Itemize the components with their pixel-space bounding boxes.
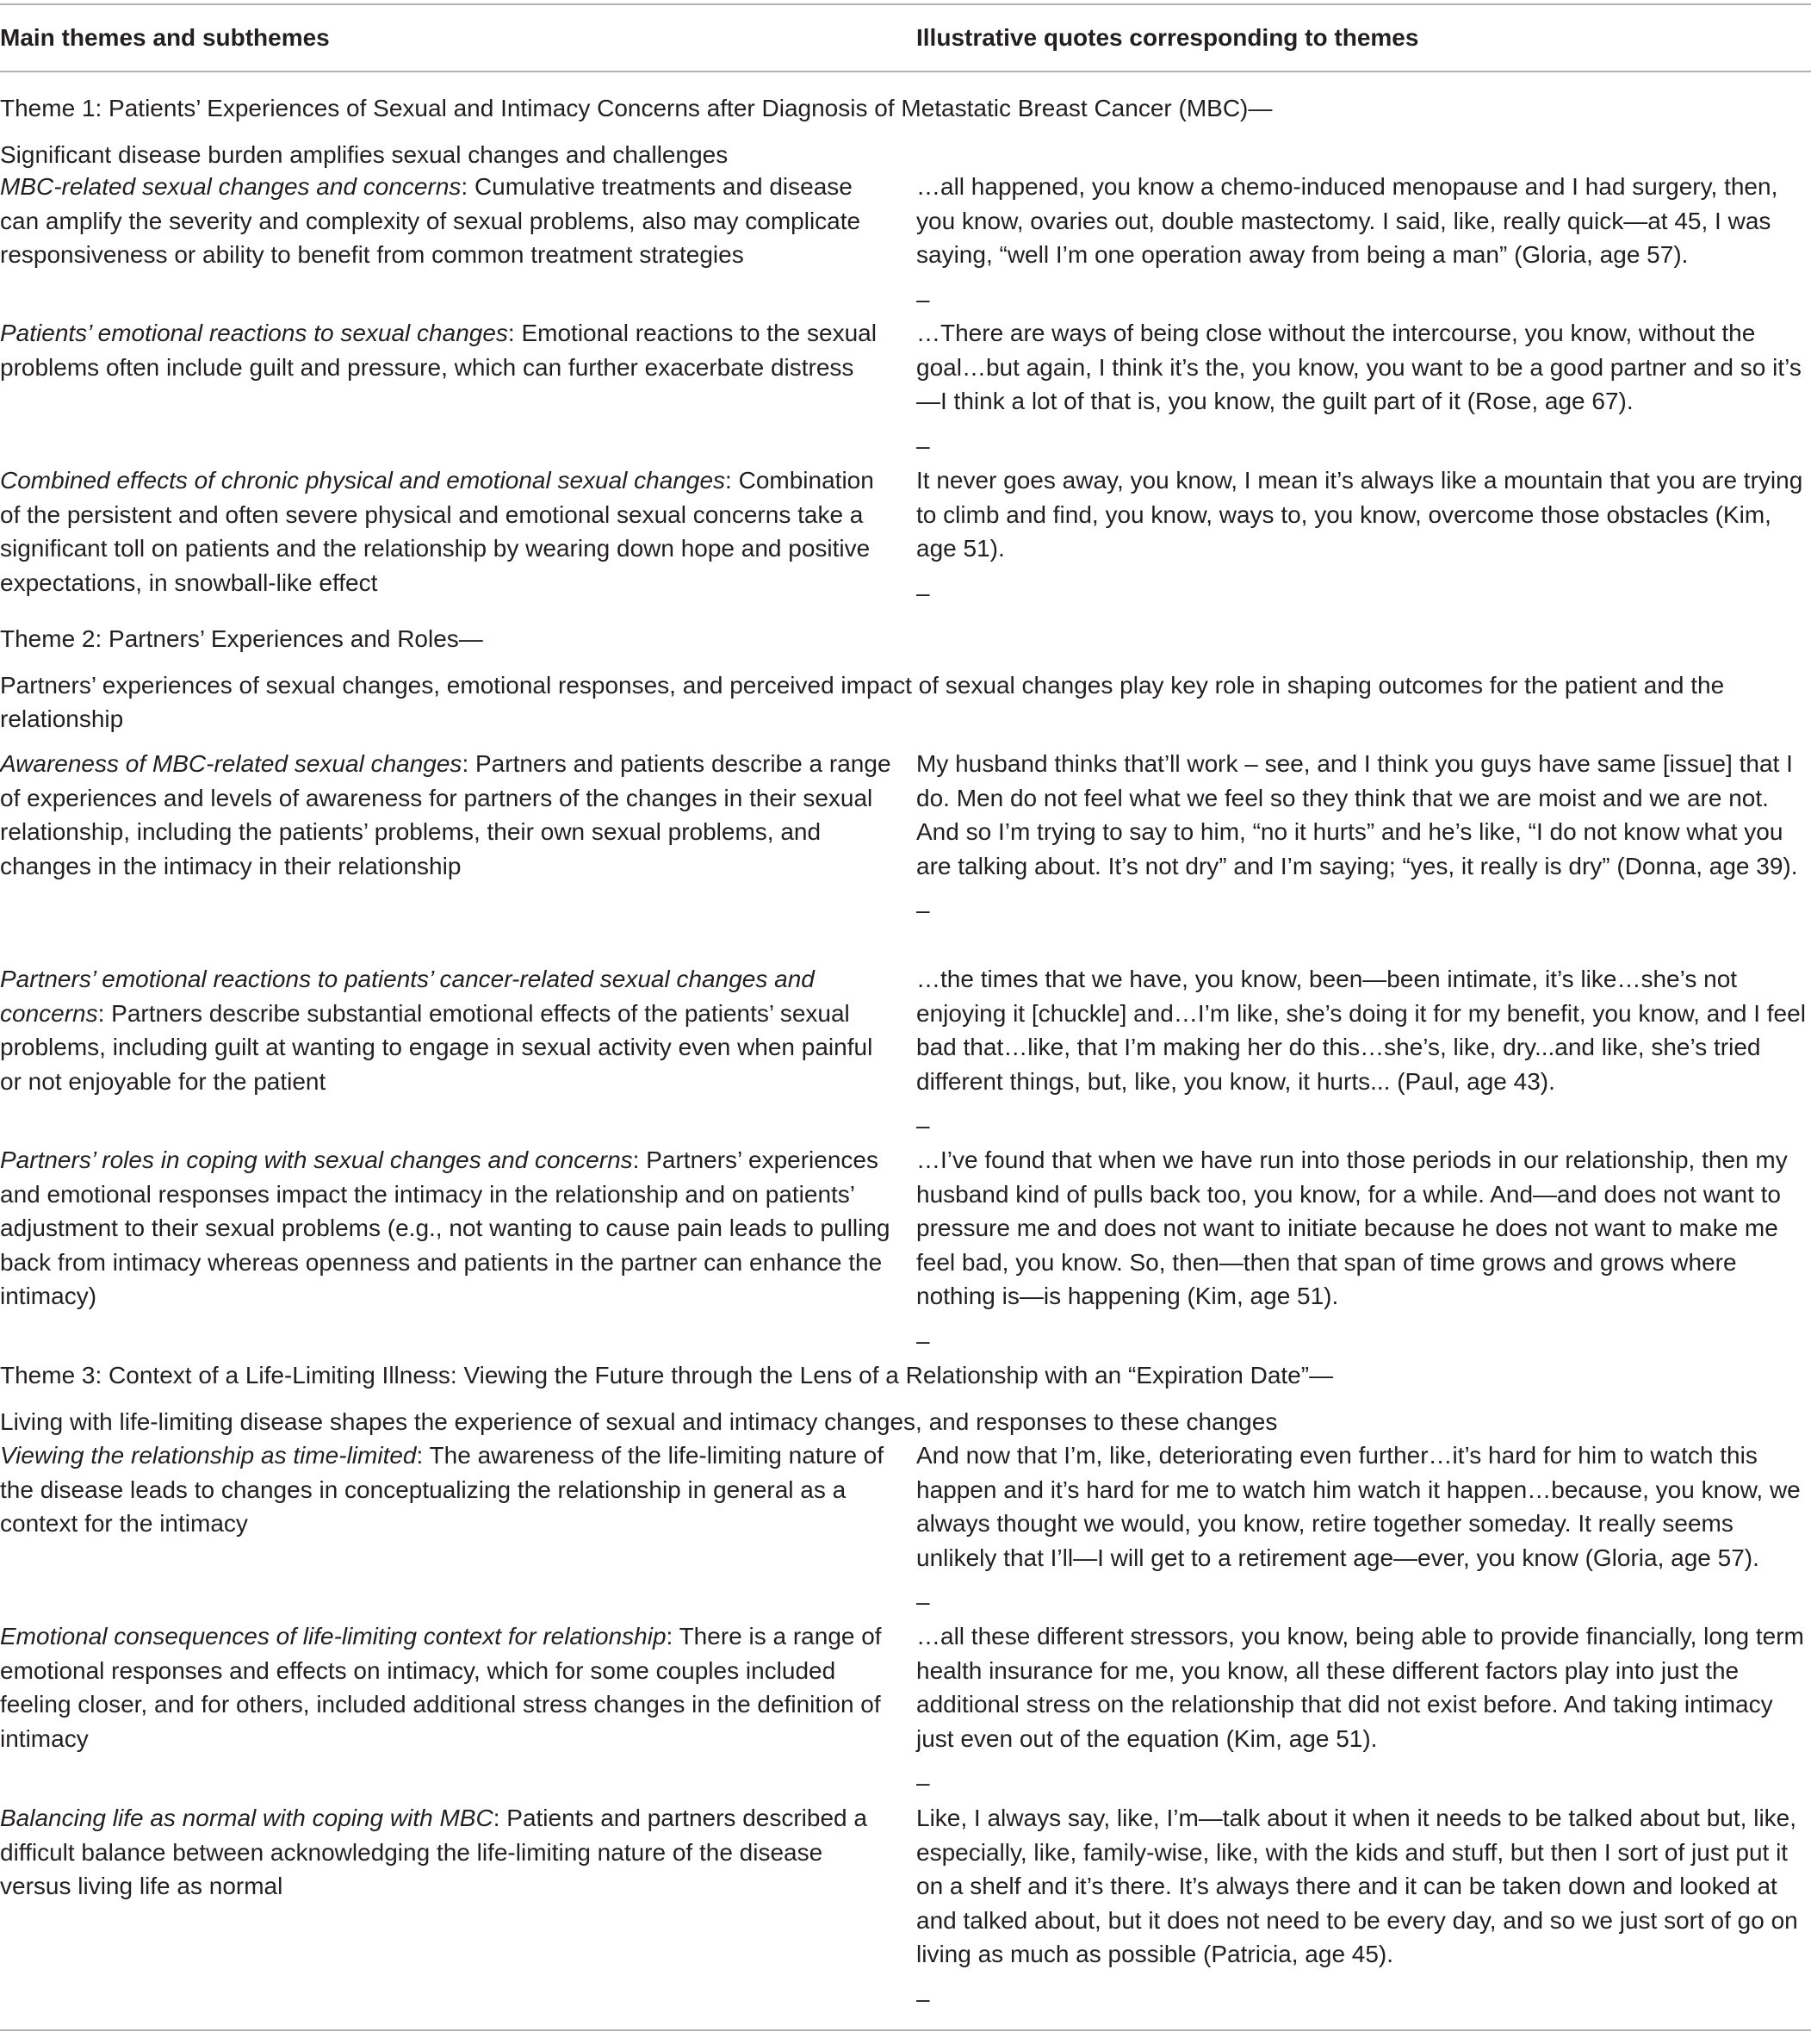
column-header-quotes: Illustrative quotes corresponding to themes xyxy=(916,24,1419,51)
theme-title: Theme 3: Context of a Life-Limiting Illness: Viewing the Future through the Lens of a Relationship with an “Expiration Date”— xyxy=(0,1362,1334,1389)
subtheme-name: Combined effects of chronic physical and emotional sexual changes xyxy=(0,467,726,494)
subtheme xyxy=(0,747,896,883)
subtheme-text: : Partners’ experiences and emotional responses impact the intimacy in the relationship and on patients’ adjustment to their sexual problems (e.g., not wanting to cause pain leads to pulling back from intimacy whereas openness and patients in the partner can enhance the intimacy) xyxy=(0,1146,890,1309)
theme-description: Partners’ experiences of sexual changes, emotional responses, and perceived impact of sexual changes play key role in shaping outcomes for the patient and the relationship xyxy=(0,671,1725,732)
subtheme-text: : Combination of the persistent and often severe physical and emotional sexual concerns take a significant toll on patients and the relationship by wearing down hope and positive expectations, in snowball-like effect xyxy=(0,467,874,596)
theme-heading xyxy=(0,91,1800,171)
subtheme-name: Emotional consequences of life-limiting context for relationship xyxy=(0,1623,667,1649)
quote-dash: – xyxy=(916,897,930,923)
quote-cell xyxy=(916,316,1808,463)
quote-cell xyxy=(916,1438,1808,1618)
theme-description: Living with life-limiting disease shapes the experience of sexual and intimacy changes, and responses to these changes xyxy=(0,1407,1278,1435)
column-header-themes: Main themes and subthemes xyxy=(0,24,330,51)
subtheme xyxy=(0,1143,896,1314)
quote-cell xyxy=(916,1143,1808,1357)
theme-heading xyxy=(0,622,1800,736)
quote-cell xyxy=(916,962,1808,1142)
subtheme-text: : Partners and patients describe a range of experiences and levels of awareness for partners of the changes in their sexual relationship, including the patients’ problems, their own sexual problems, and changes in the intimacy in their relationship xyxy=(0,750,891,879)
quote-dash: – xyxy=(916,1985,930,2012)
quote-text: …There are ways of being close without the intercourse, you know, without the goal…but again, I think it’s the, you know, you want to be a good partner and so it’s—I think a lot of that is, you know, the guilt part of it (Rose, age 67). xyxy=(916,320,1802,414)
quote-dash: – xyxy=(916,579,930,606)
quote-cell xyxy=(916,1619,1808,1799)
subtheme-text: : The awareness of the life-limiting nature of the disease leads to changes in conceptualizing the relationship in general as a context for the intimacy xyxy=(0,1442,884,1537)
theme-heading xyxy=(0,1358,1800,1438)
quote-dash: – xyxy=(916,432,930,459)
subtheme-text: : There is a range of emotional responses and effects on intimacy, which for some couples included feeling closer, and for others, included additional stress changes in the definition of intimacy xyxy=(0,1623,882,1752)
subtheme xyxy=(0,170,896,272)
quote-dash: – xyxy=(916,1588,930,1615)
quote-dash: – xyxy=(916,1769,930,1796)
quote-text: Like, I always say, like, I’m—talk about it when it needs to be talked about but, like, especially, like, family-wise, like, with the kids and stuff, but then I sort of just put it on a shelf and it’s there. It’s always there and it can be taken down and looked at and talked about, but it does not need to be every day, and so we just sort of go on living as much as possible (Patricia, age 45). xyxy=(916,1805,1798,1967)
quote-cell xyxy=(916,463,1808,610)
subtheme-text: : Patients and partners described a difficult balance between acknowledging the life-limiting nature of the disease versus living life as normal xyxy=(0,1805,867,1899)
quote-text: My husband thinks that’ll work – see, and I think you guys have same [issue] that I do. Men do not feel what we feel so they think that we are moist and we are not. And so I’m trying to say to him, “no it hurts” and he’s like, “I do not know what you are talking about. It’s not dry” and I’m saying; “yes, it really is dry” (Donna, age 39). xyxy=(916,750,1798,879)
quote-text: …the times that we have, you know, been—been intimate, it’s like…she’s not enjoying it [chuckle] and…I’m like, she’s doing it for my benefit, you know, and I feel bad that…like, that I’m making her do this…she’s, like, dry...and like, she’s tried different things, but, like, you know, it hurts... (Paul, age 43). xyxy=(916,966,1806,1095)
subtheme xyxy=(0,962,896,1098)
subtheme xyxy=(0,1619,896,1755)
quote-dash: – xyxy=(916,1326,930,1354)
subtheme xyxy=(0,1438,896,1541)
header-rule xyxy=(0,71,1811,72)
quote-cell xyxy=(916,170,1808,316)
subtheme-name: MBC-related sexual changes and concerns xyxy=(0,173,462,200)
subtheme-name: Balancing life as normal with coping with MBC xyxy=(0,1805,493,1831)
subtheme xyxy=(0,316,896,384)
quote-dash: – xyxy=(916,1112,930,1139)
subtheme xyxy=(0,463,896,600)
subtheme-text: : Emotional reactions to the sexual problems often include guilt and pressure, which can further exacerbate distress xyxy=(0,320,877,381)
subtheme-name: Patients’ emotional reactions to sexual changes xyxy=(0,320,508,346)
theme-title: Theme 2: Partners’ Experiences and Roles— xyxy=(0,625,483,652)
quote-dash: – xyxy=(916,285,930,313)
quote-cell xyxy=(916,747,1808,927)
subtheme-text: : Cumulative treatments and disease can amplify the severity and complexity of sexual problems, also may complicate responsiveness or ability to benefit from common treatment strategies xyxy=(0,173,861,268)
subtheme xyxy=(0,1801,896,1904)
quote-text: And now that I’m, like, deteriorating even further…it’s hard for him to watch this happen and it’s hard for me to watch him watch it happen…because, you know, we always thought we would, you know, retire together someday. It really seems unlikely that I’ll—I will get to a retirement age—ever, you know (Gloria, age 57). xyxy=(916,1442,1801,1571)
subtheme-name: Partners’ emotional reactions to patients’ cancer-related sexual changes and concerns xyxy=(0,966,815,1027)
theme-description: Significant disease burden amplifies sexual changes and challenges xyxy=(0,140,729,168)
quote-text: …I’ve found that when we have run into those periods in our relationship, then my husband kind of pulls back too, you know, for a while. And—and does not want to pressure me and does not want to initiate because he does not want to make me feel bad, you know. So, then—then that span of time grows and grows where nothing is—is happening (Kim, age 51). xyxy=(916,1146,1788,1309)
subtheme-text: : Partners describe substantial emotional effects of the patients’ sexual problems, including guilt at wanting to engage in sexual activity even when painful or not enjoyable for the patient xyxy=(0,999,873,1095)
quote-text: It never goes away, you know, I mean it’s always like a mountain that you are trying to climb and find, you know, ways to, you know, overcome those obstacles (Kim, age 51). xyxy=(916,467,1803,562)
subtheme-name: Awareness of MBC-related sexual changes xyxy=(0,750,462,777)
subtheme-name: Viewing the relationship as time-limited xyxy=(0,1442,417,1469)
subtheme-name: Partners’ roles in coping with sexual changes and concerns xyxy=(0,1146,633,1173)
quote-text: …all happened, you know a chemo-induced menopause and I had surgery, then, you know, ovaries out, double mastectomy. I said, like, really quick—at 45, I was saying, “well I’m one operation away from being a man” (Gloria, age 57). xyxy=(916,173,1778,268)
theme-title: Theme 1: Patients’ Experiences of Sexual and Intimacy Concerns after Diagnosis of Metastatic Breast Cancer (MBC)— xyxy=(0,95,1273,121)
quote-text: …all these different stressors, you know, being able to provide financially, long term health insurance for me, you know, all these different factors play into just the additional stress on the relationship that did not exist before. And taking intimacy just even out of the equation (Kim, age 51). xyxy=(916,1623,1804,1752)
table-top-rule xyxy=(0,3,1811,5)
quote-cell xyxy=(916,1801,1808,2016)
table-bottom-rule xyxy=(0,2029,1811,2031)
